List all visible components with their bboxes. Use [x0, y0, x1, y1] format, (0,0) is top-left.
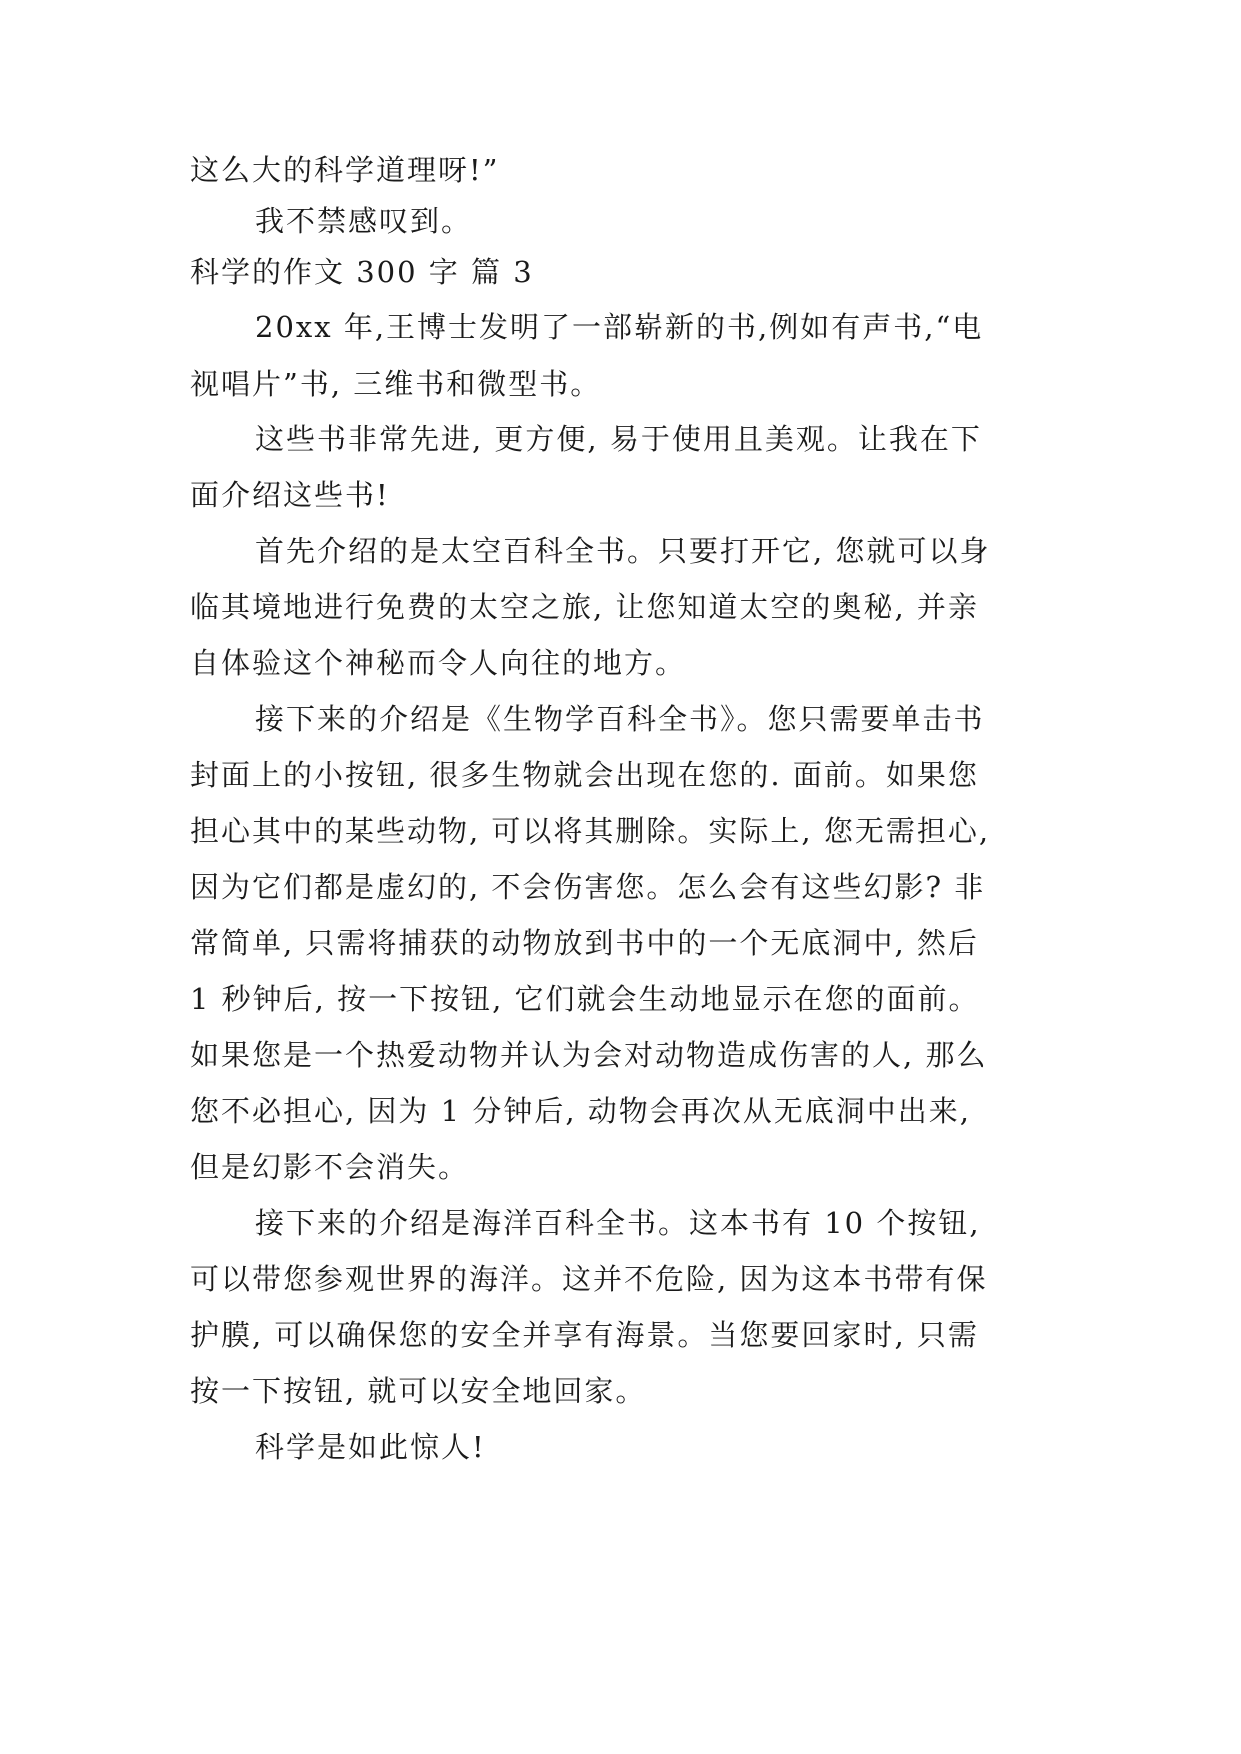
text-line: 面介绍这些书! [190, 478, 390, 512]
text-line: 您不必担心, 因为 1 分钟后, 动物会再次从无底洞中出来, [190, 1094, 971, 1128]
text-line: 接下来的介绍是海洋百科全书。这本书有 10 个按钮, [255, 1206, 981, 1240]
text-line: 常简单, 只需将捕获的动物放到书中的一个无底洞中, 然后 [190, 926, 979, 960]
text-line: 按一下按钮, 就可以安全地回家。 [190, 1374, 647, 1408]
text-line: 首先介绍的是太空百科全书。只要打开它, 您就可以身 [255, 534, 991, 568]
text-line: 这些书非常先进, 更方便, 易于使用且美观。让我在下 [255, 422, 982, 456]
text-line: 因为它们都是虚幻的, 不会伤害您。怎么会有这些幻影? 非 [190, 870, 986, 904]
text-line: 科学是如此惊人! [255, 1430, 486, 1464]
text-line: 我不禁感叹到。 [255, 204, 473, 238]
text-line: 20xx 年,王博士发明了一部崭新的书,例如有声书,“电 [255, 310, 984, 344]
text-line: 这么大的科学道理呀!” [190, 153, 500, 187]
text-line: 自体验这个神秘而令人向往的地方。 [190, 646, 687, 680]
text-line: 但是幻影不会消失。 [190, 1150, 470, 1184]
text-line: 临其境地进行免费的太空之旅, 让您知道太空的奥秘, 并亲 [190, 590, 979, 624]
text-line: 1 秒钟后, 按一下按钮, 它们就会生动地显示在您的面前。 [190, 982, 980, 1016]
section-heading: 科学的作文 300 字 篇 3 [190, 255, 534, 289]
text-line: 接下来的介绍是《生物学百科全书》。您只需要单击书 [255, 702, 985, 736]
text-line: 可以带您参观世界的海洋。这并不危险, 因为这本书带有保 [190, 1262, 988, 1296]
text-line: 封面上的小按钮, 很多生物就会出现在您的. 面前。如果您 [190, 758, 979, 792]
text-line: 如果您是一个热爱动物并认为会对动物造成伤害的人, 那么 [190, 1038, 988, 1072]
text-line: 护膜, 可以确保您的安全并享有海景。当您要回家时, 只需 [190, 1318, 979, 1352]
text-line: 视唱片”书, 三维书和微型书。 [190, 367, 602, 401]
text-line: 担心其中的某些动物, 可以将其删除。实际上, 您无需担心, [190, 814, 991, 848]
